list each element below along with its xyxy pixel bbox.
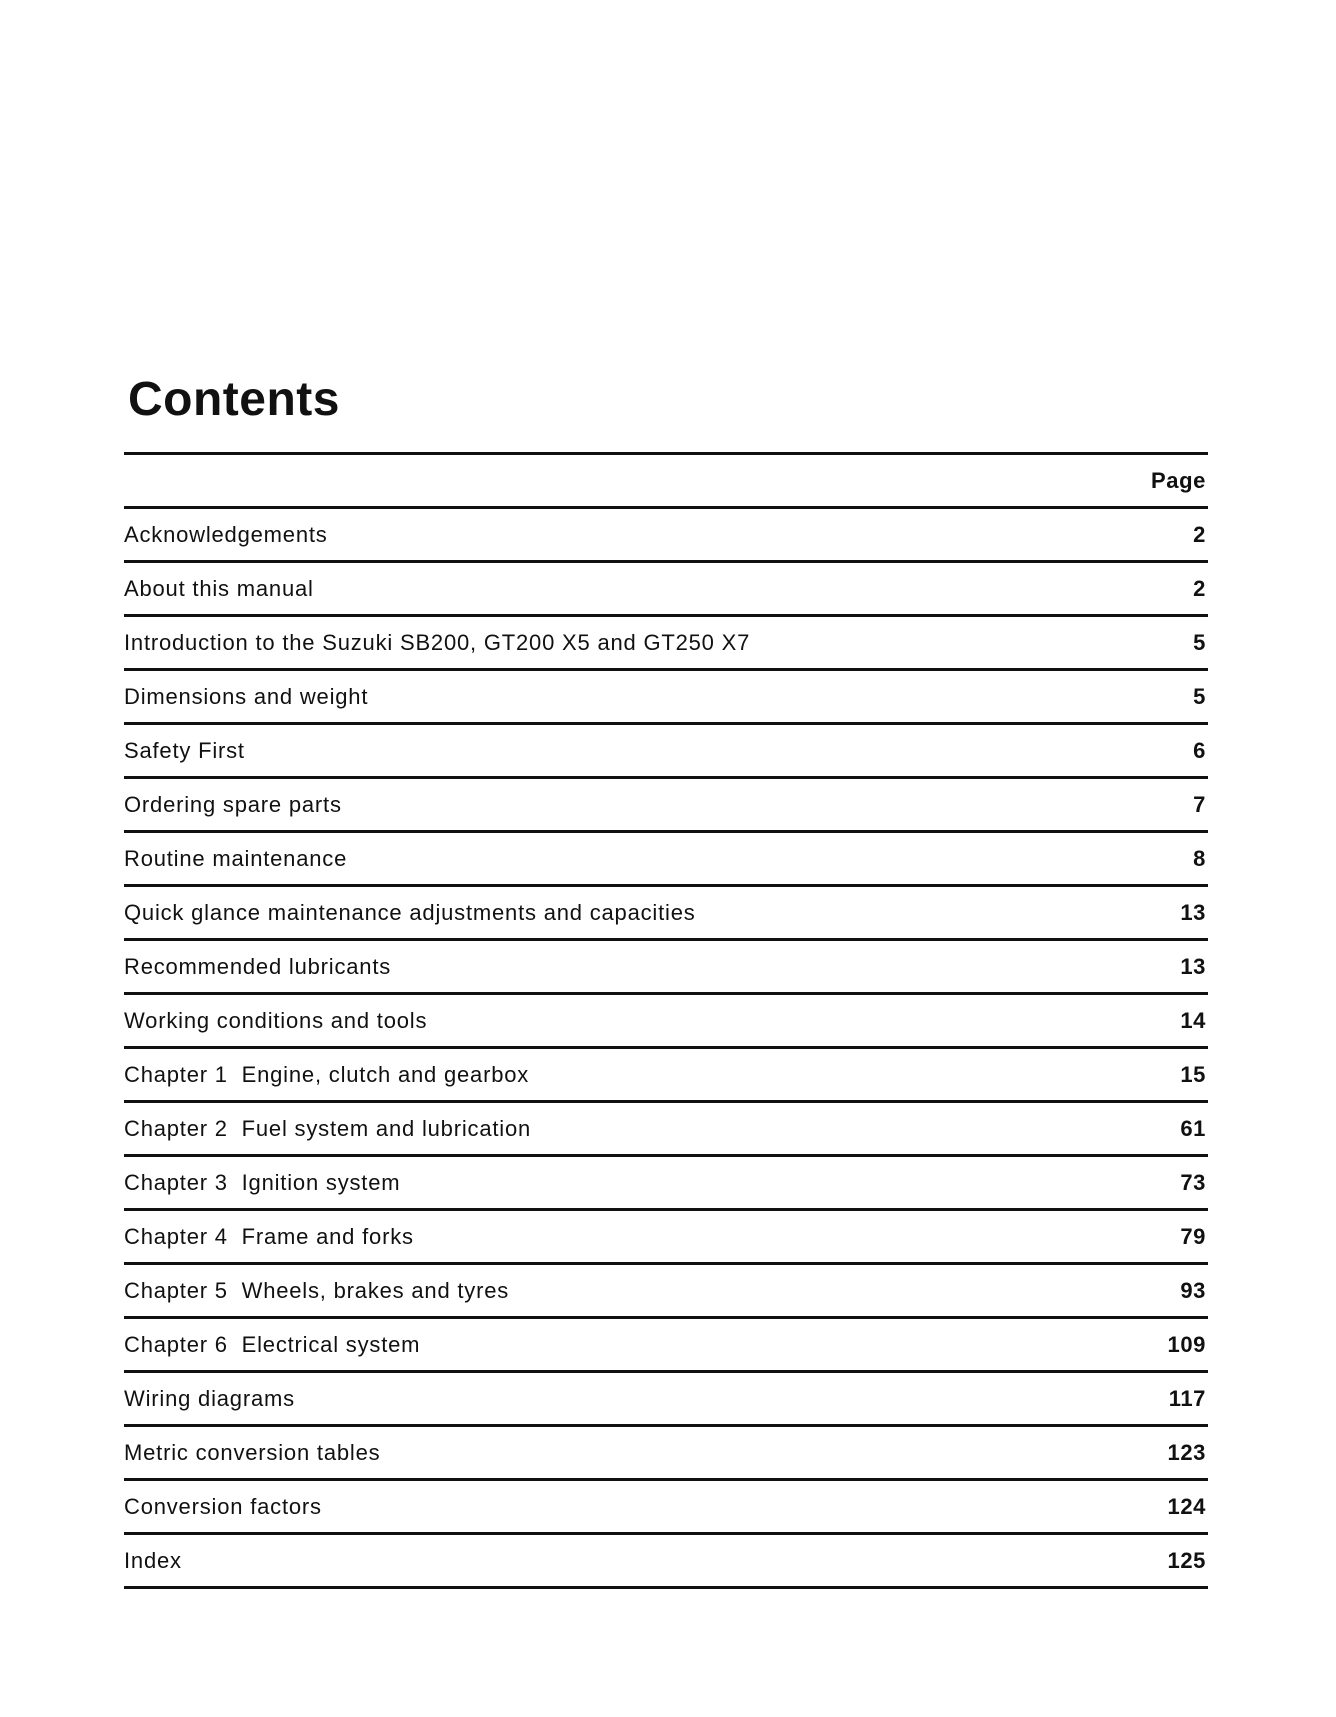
toc-entry-title: Safety First — [124, 737, 245, 763]
toc-entry-page: 124 — [1167, 1493, 1206, 1519]
toc-entry-title: About this manual — [124, 575, 314, 601]
toc-entry-page: 5 — [1193, 683, 1206, 709]
toc-entry-page: 79 — [1180, 1223, 1206, 1249]
toc-row[interactable] — [124, 941, 1208, 995]
toc-row[interactable] — [124, 887, 1208, 941]
toc-entry-title: Acknowledgements — [124, 521, 328, 547]
toc-entry-title: Introduction to the Suzuki SB200, GT200 X5 and GT250 X7 — [124, 629, 751, 655]
toc-row[interactable] — [124, 779, 1208, 833]
toc-entry-page: 123 — [1167, 1439, 1206, 1465]
toc-entry-title: Ordering spare parts — [124, 791, 342, 817]
toc-entry-title: Conversion factors — [124, 1493, 322, 1519]
toc-entry-title: Quick glance maintenance adjustments and capacities — [124, 899, 696, 925]
toc-entry-page: 2 — [1193, 521, 1206, 547]
toc-entry-page: 109 — [1167, 1331, 1206, 1357]
toc-row[interactable] — [124, 833, 1208, 887]
toc-entry-page: 7 — [1193, 791, 1206, 817]
table-of-contents — [124, 452, 1208, 1589]
toc-entry-title: Chapter 3 Ignition system — [124, 1169, 401, 1195]
page-title: Contents — [128, 373, 340, 426]
toc-entry-page: 13 — [1180, 899, 1206, 925]
toc-entry-title: Chapter 1 Engine, clutch and gearbox — [124, 1061, 530, 1087]
toc-entry-title: Chapter 6 Electrical system — [124, 1331, 421, 1357]
toc-entry-title: Metric conversion tables — [124, 1439, 381, 1465]
toc-entry-page: 14 — [1180, 1007, 1206, 1033]
toc-row[interactable] — [124, 1319, 1208, 1373]
toc-entry-title: Chapter 2 Fuel system and lubrication — [124, 1115, 532, 1141]
toc-row[interactable] — [124, 725, 1208, 779]
toc-row[interactable] — [124, 995, 1208, 1049]
toc-row[interactable] — [124, 1103, 1208, 1157]
toc-row[interactable] — [124, 1265, 1208, 1319]
toc-row[interactable] — [124, 509, 1208, 563]
toc-row[interactable] — [124, 1049, 1208, 1103]
toc-row[interactable] — [124, 1535, 1208, 1589]
toc-entry-page: 93 — [1180, 1277, 1206, 1303]
toc-entry-page: 15 — [1180, 1061, 1206, 1087]
toc-entry-page: 117 — [1168, 1385, 1206, 1411]
toc-entry-title: Working conditions and tools — [124, 1007, 428, 1033]
toc-entry-page: 125 — [1167, 1547, 1206, 1573]
toc-entry-title: Chapter 5 Wheels, brakes and tyres — [124, 1277, 510, 1303]
toc-entry-page: 2 — [1193, 575, 1206, 601]
toc-row[interactable] — [124, 1427, 1208, 1481]
toc-entry-title: Recommended lubricants — [124, 953, 392, 979]
toc-entry-title: Index — [124, 1547, 182, 1573]
toc-row[interactable] — [124, 671, 1208, 725]
toc-row[interactable] — [124, 1211, 1208, 1265]
toc-row[interactable] — [124, 563, 1208, 617]
toc-entry-title: Dimensions and weight — [124, 683, 369, 709]
toc-entry-page: 6 — [1193, 737, 1206, 763]
toc-entry-page: 13 — [1180, 953, 1206, 979]
toc-entry-title: Routine maintenance — [124, 845, 348, 871]
toc-entry-page: 61 — [1180, 1115, 1206, 1141]
toc-row[interactable] — [124, 617, 1208, 671]
toc-entry-title: Wiring diagrams — [124, 1385, 295, 1411]
toc-row[interactable] — [124, 1481, 1208, 1535]
toc-entry-page: 5 — [1193, 629, 1206, 655]
toc-entry-title: Chapter 4 Frame and forks — [124, 1223, 414, 1249]
toc-row[interactable] — [124, 1373, 1208, 1427]
toc-entry-page: 73 — [1180, 1169, 1206, 1195]
page-column-label: Page — [1151, 467, 1206, 493]
toc-entry-page: 8 — [1193, 845, 1206, 871]
toc-row[interactable] — [124, 1157, 1208, 1211]
toc-header — [124, 455, 1208, 509]
